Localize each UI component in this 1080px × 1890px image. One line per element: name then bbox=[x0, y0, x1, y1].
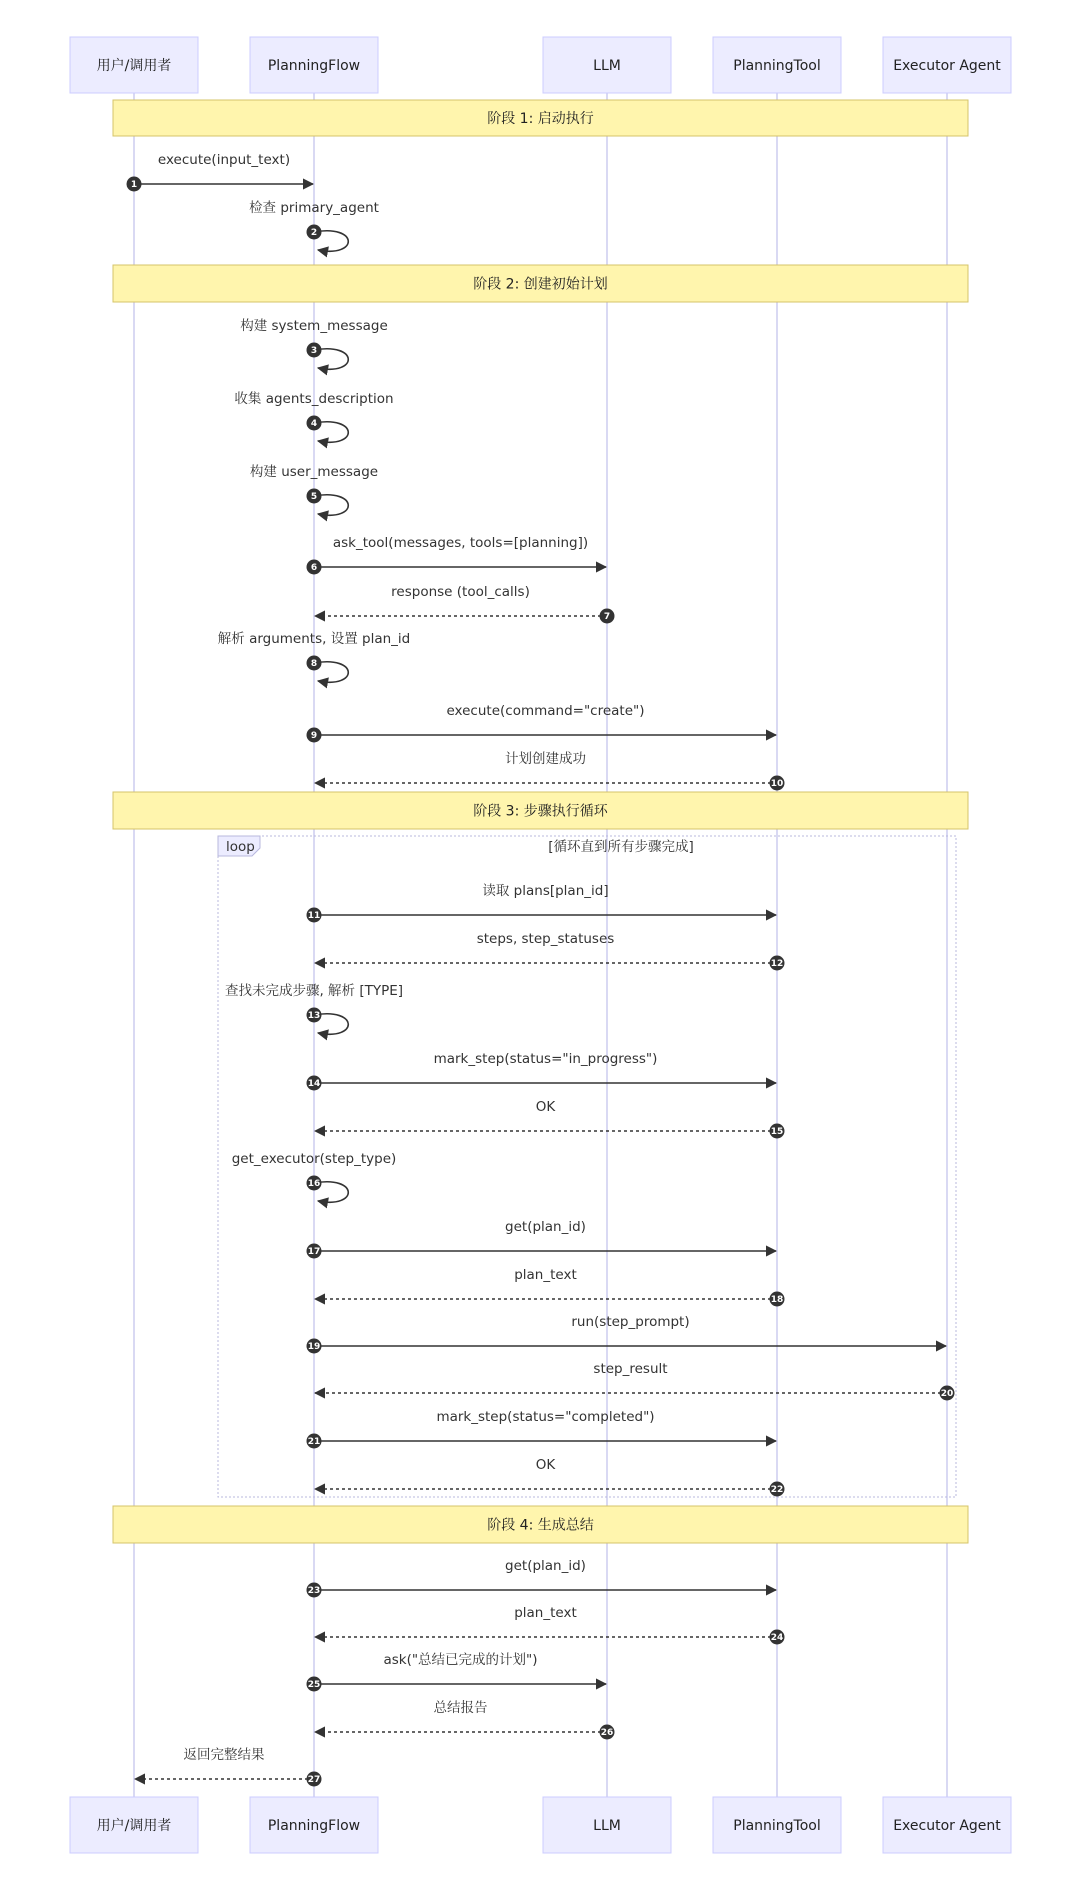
message-label: plan_text bbox=[514, 1267, 577, 1283]
actor-llm-top bbox=[543, 37, 671, 93]
message-label: response (tool_calls) bbox=[391, 584, 530, 600]
actor-exec-top bbox=[883, 37, 1011, 93]
message-1 bbox=[127, 152, 314, 192]
message-12 bbox=[315, 931, 785, 971]
message-15 bbox=[315, 1099, 785, 1139]
sequence-number: 3 bbox=[310, 346, 318, 357]
actor-label: 用户/调用者 bbox=[96, 1818, 172, 1834]
message-17 bbox=[307, 1219, 777, 1259]
message-19 bbox=[307, 1314, 947, 1354]
message-label: execute(command="create") bbox=[446, 703, 645, 719]
phase-label: 阶段 3: 步骤执行循环 bbox=[473, 803, 608, 820]
message-21 bbox=[307, 1409, 777, 1449]
sequence-number: 9 bbox=[310, 731, 318, 742]
sequence-number: 26 bbox=[600, 1728, 614, 1739]
sequence-number: 10 bbox=[770, 779, 784, 790]
sequence-number: 16 bbox=[307, 1179, 321, 1190]
actor-label: LLM bbox=[593, 1818, 621, 1834]
message-10 bbox=[315, 750, 785, 791]
sequence-number: 25 bbox=[307, 1680, 321, 1691]
sequence-number: 27 bbox=[307, 1775, 321, 1786]
actor-llm-bottom bbox=[543, 1797, 671, 1853]
message-label: 查找未完成步骤, 解析 [TYPE] bbox=[224, 983, 404, 999]
sequence-number: 1 bbox=[130, 180, 138, 191]
message-label: 总结报告 bbox=[433, 1700, 488, 1716]
sequence-number: 7 bbox=[603, 612, 611, 623]
message-label: plan_text bbox=[514, 1605, 577, 1621]
sequence-number: 24 bbox=[770, 1633, 784, 1644]
phase-banners bbox=[113, 100, 968, 1543]
actor-label: Executor Agent bbox=[893, 1818, 1001, 1834]
sequence-number: 2 bbox=[310, 228, 318, 239]
message-label: ask_tool(messages, tools=[planning]) bbox=[332, 535, 589, 551]
message-label: mark_step(status="in_progress") bbox=[433, 1051, 658, 1067]
message-18 bbox=[315, 1267, 785, 1307]
actor-exec-bottom bbox=[883, 1797, 1011, 1853]
message-20 bbox=[315, 1361, 955, 1401]
message-label: execute(input_text) bbox=[157, 152, 291, 168]
actor-label: 用户/调用者 bbox=[96, 58, 172, 74]
message-24 bbox=[315, 1605, 785, 1645]
sequence-number: 17 bbox=[307, 1247, 321, 1258]
actor-label: PlanningFlow bbox=[267, 1818, 361, 1834]
message-label: step_result bbox=[593, 1361, 668, 1377]
message-6 bbox=[307, 535, 607, 575]
message-22 bbox=[315, 1457, 785, 1497]
sequence-number: 13 bbox=[307, 1011, 321, 1022]
actor-caller-top bbox=[70, 37, 198, 93]
sequence-number: 23 bbox=[307, 1586, 321, 1597]
message-label: steps, step_statuses bbox=[476, 931, 615, 947]
sequence-number: 15 bbox=[770, 1127, 784, 1138]
message-9 bbox=[307, 703, 777, 743]
actor-flow-top bbox=[250, 37, 378, 93]
sequence-number: 18 bbox=[770, 1295, 784, 1306]
sequence-number: 21 bbox=[307, 1437, 321, 1448]
message-label: 构建 system_message bbox=[240, 318, 388, 334]
phase-label: 阶段 4: 生成总结 bbox=[487, 1517, 594, 1534]
message-label: OK bbox=[535, 1099, 556, 1115]
message-label: get(plan_id) bbox=[505, 1558, 586, 1574]
sequence-number: 4 bbox=[310, 419, 318, 430]
message-label: get_executor(step_type) bbox=[231, 1151, 397, 1167]
actor-flow-bottom bbox=[250, 1797, 378, 1853]
message-label: 构建 user_message bbox=[249, 464, 379, 480]
message-14 bbox=[307, 1051, 777, 1091]
message-label: 返回完整结果 bbox=[183, 1747, 265, 1763]
loop-keyword: loop bbox=[226, 839, 255, 855]
message-label: run(step_prompt) bbox=[571, 1314, 690, 1330]
message-label: OK bbox=[535, 1457, 556, 1473]
actor-tool-bottom bbox=[713, 1797, 841, 1853]
sequence-number: 19 bbox=[307, 1342, 321, 1353]
message-label: ask("总结已完成的计划") bbox=[383, 1652, 538, 1668]
loop-condition: [循环直到所有步骤完成] bbox=[548, 839, 694, 855]
message-label: get(plan_id) bbox=[505, 1219, 586, 1235]
message-label: 读取 plans[plan_id] bbox=[482, 883, 609, 899]
message-27 bbox=[135, 1746, 322, 1787]
message-label: 检查 primary_agent bbox=[249, 200, 379, 216]
message-7 bbox=[315, 584, 615, 624]
actor-label: PlanningFlow bbox=[267, 58, 361, 74]
sequence-number: 22 bbox=[770, 1485, 784, 1496]
message-25 bbox=[307, 1651, 607, 1692]
message-label: 计划创建成功 bbox=[505, 751, 586, 767]
message-26 bbox=[315, 1699, 615, 1740]
sequence-number: 8 bbox=[310, 659, 318, 670]
phase-label: 阶段 1: 启动执行 bbox=[487, 111, 594, 127]
actor-label: PlanningTool bbox=[733, 1818, 821, 1834]
phase-banner bbox=[113, 1506, 968, 1543]
sequence-number: 11 bbox=[307, 911, 321, 922]
message-label: 收集 agents_description bbox=[234, 391, 394, 407]
actor-label: Executor Agent bbox=[893, 58, 1001, 74]
actor-label: LLM bbox=[593, 58, 621, 74]
sequence-number: 14 bbox=[307, 1079, 321, 1090]
sequence-number: 6 bbox=[310, 563, 318, 574]
message-23 bbox=[307, 1558, 777, 1598]
message-11 bbox=[307, 882, 777, 923]
actors-top bbox=[70, 37, 1011, 93]
phase-banner bbox=[113, 100, 968, 136]
sequence-number: 20 bbox=[940, 1389, 954, 1400]
actor-caller-bottom bbox=[70, 1797, 198, 1853]
sequence-number: 5 bbox=[310, 492, 318, 503]
phase-banner bbox=[113, 265, 968, 302]
actor-label: PlanningTool bbox=[733, 58, 821, 74]
actor-tool-top bbox=[713, 37, 841, 93]
sequence-number: 12 bbox=[770, 959, 784, 970]
message-label: mark_step(status="completed") bbox=[436, 1409, 655, 1425]
actors-bottom bbox=[70, 1797, 1011, 1853]
phase-banner bbox=[113, 792, 968, 829]
phase-label: 阶段 2: 创建初始计划 bbox=[473, 276, 608, 293]
message-label: 解析 arguments, 设置 plan_id bbox=[217, 631, 411, 647]
